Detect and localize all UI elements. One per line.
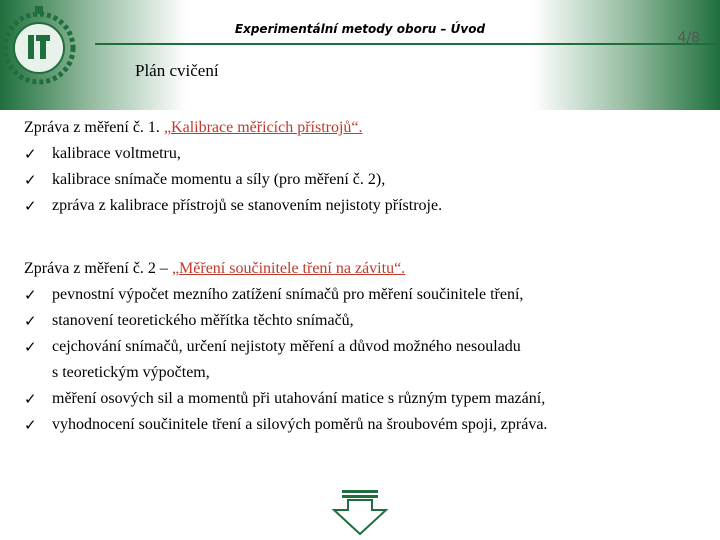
list-item — [24, 308, 547, 334]
list-item-text: stanovení teoretického měřítka těchto snímačů, — [52, 312, 354, 329]
list-item-text: kalibrace voltmetru, — [52, 145, 181, 162]
page-number: 4/8 — [677, 30, 700, 46]
down-arrow-icon[interactable] — [330, 488, 390, 536]
report-section-1 — [24, 115, 442, 219]
check-icon: ✓ — [24, 171, 37, 189]
check-icon: ✓ — [24, 416, 37, 434]
section-heading-topic: „Měření součinitele tření na závitu“. — [171, 260, 406, 277]
list-item — [24, 167, 442, 193]
slide-title: Plán cvičení — [135, 61, 219, 80]
header-divider — [95, 43, 720, 45]
list-item-text: vyhodnocení součinitele tření a silových poměrů na šroubovém spoji, zpráva. — [52, 416, 548, 433]
task-list — [24, 282, 547, 438]
presentation-title: Experimentální metody oboru – Úvod — [234, 22, 486, 36]
check-icon: ✓ — [24, 338, 37, 356]
list-item-text: pevnostní výpočet mezního zatížení snímačů pro měření součinitele tření, — [52, 286, 524, 303]
section-heading — [24, 115, 442, 141]
list-item-continuation — [24, 360, 547, 386]
report-section-2 — [24, 256, 547, 438]
list-item — [24, 193, 442, 219]
check-icon: ✓ — [24, 145, 37, 163]
section-heading — [24, 256, 547, 282]
list-item-text: cejchování snímačů, určení nejistoty měření a důvod možného nesouladu — [52, 338, 521, 355]
list-item-text: zpráva z kalibrace přístrojů se stanovením nejistoty přístroje. — [52, 197, 443, 214]
list-item — [24, 141, 442, 167]
check-icon: ✓ — [24, 197, 37, 215]
task-list — [24, 141, 442, 219]
department-logo — [2, 2, 76, 90]
list-item-text: měření osových sil a momentů při utahování matice s různým typem mazání, — [52, 390, 546, 407]
list-item — [24, 412, 547, 438]
check-icon: ✓ — [24, 390, 37, 408]
section-heading-topic: „Kalibrace měřicích přístrojů“. — [163, 119, 363, 136]
check-icon: ✓ — [24, 312, 37, 330]
list-item-text: kalibrace snímače momentu a síly (pro měření č. 2), — [52, 171, 386, 188]
list-item — [24, 334, 547, 360]
list-item — [24, 386, 547, 412]
section-heading-prefix: Zpráva z měření č. 1. — [24, 119, 164, 136]
section-heading-prefix: Zpráva z měření č. 2 – — [24, 260, 172, 277]
check-icon: ✓ — [24, 286, 37, 304]
list-item-text: s teoretickým výpočtem, — [52, 364, 210, 381]
list-item — [24, 282, 547, 308]
